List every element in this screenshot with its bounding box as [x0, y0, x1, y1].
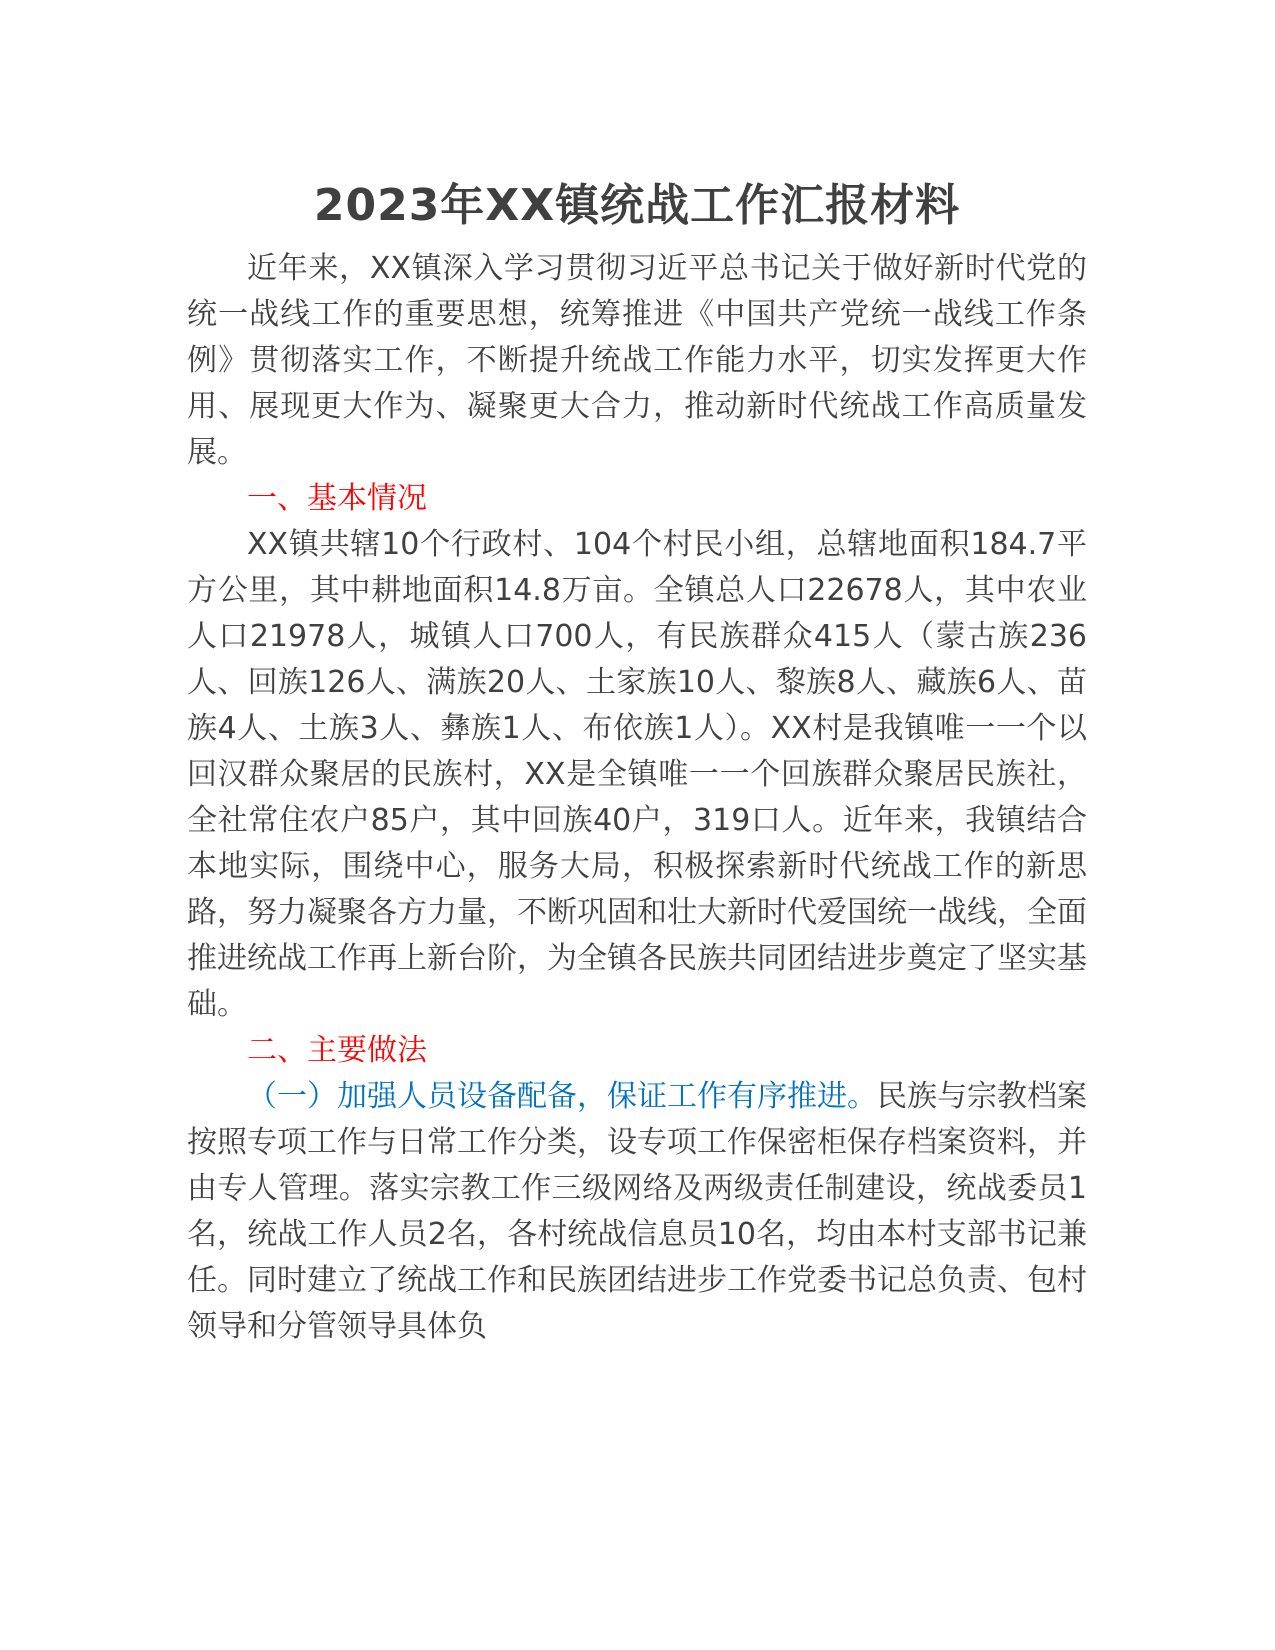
document-content	[187, 168, 1087, 1350]
document-title: 2023年XX镇统战工作汇报材料	[313, 180, 961, 231]
section-heading-main-practices: 二、主要做法	[247, 1033, 427, 1068]
intro-paragraph: 近年来，XX镇深入学习贯彻习近平总书记关于做好新时代党的统一战线工作的重要思想，统筹推进《中国共产党统一战线工作条例》贯彻落实工作，不断提升统战工作能力水平，切实发挥更大作用、展现更大作为、凝聚更大合力，推动新时代统战工作高质量发展。	[187, 251, 1087, 470]
staff-equipment-body: 民族与宗教档案按照专项工作与日常工作分类，设专项工作保密柜保存档案资料，并由专人管理。落实宗教工作三级网络及两级责任制建设，统战委员1名，统战工作人员2名，各村统战信息员10名，均由本村支部书记兼任。同时建立了统战工作和民族团结进步工作党委书记总负责、包村领导和分管领导具体负	[187, 1079, 1087, 1344]
sub-heading-staff-equipment: （一）加强人员设备配备，保证工作有序推进。	[247, 1079, 877, 1114]
main-practices-paragraph-1	[187, 1074, 1087, 1350]
basic-situation-paragraph: XX镇共辖10个行政村、104个村民小组，总辖地面积184.7平方公里，其中耕地面积14.8万亩。全镇总人口22678人，其中农业人口21978人，城镇人口700人，有民族群众415人（蒙古族236人、回族126人、满族20人、土家族10人、黎族8人、藏族6人、苗族4人、土族3人、彝族1人、布依族1人）。XX村是我镇唯一一个以回汉群众聚居的民族村，XX是全镇唯一一个回族群众聚居民族社，全社常住农户85户，其中回族40户，319口人。近年来，我镇结合本地实际，围绕中心，服务大局，积极探索新时代统战工作的新思路，努力凝聚各方力量，不断巩固和壮大新时代爱国统一战线，全面推进统战工作再上新台阶，为全镇各民族共同团结进步奠定了坚实基础。	[187, 527, 1087, 1022]
section-heading-basic-situation: 一、基本情况	[247, 481, 427, 516]
